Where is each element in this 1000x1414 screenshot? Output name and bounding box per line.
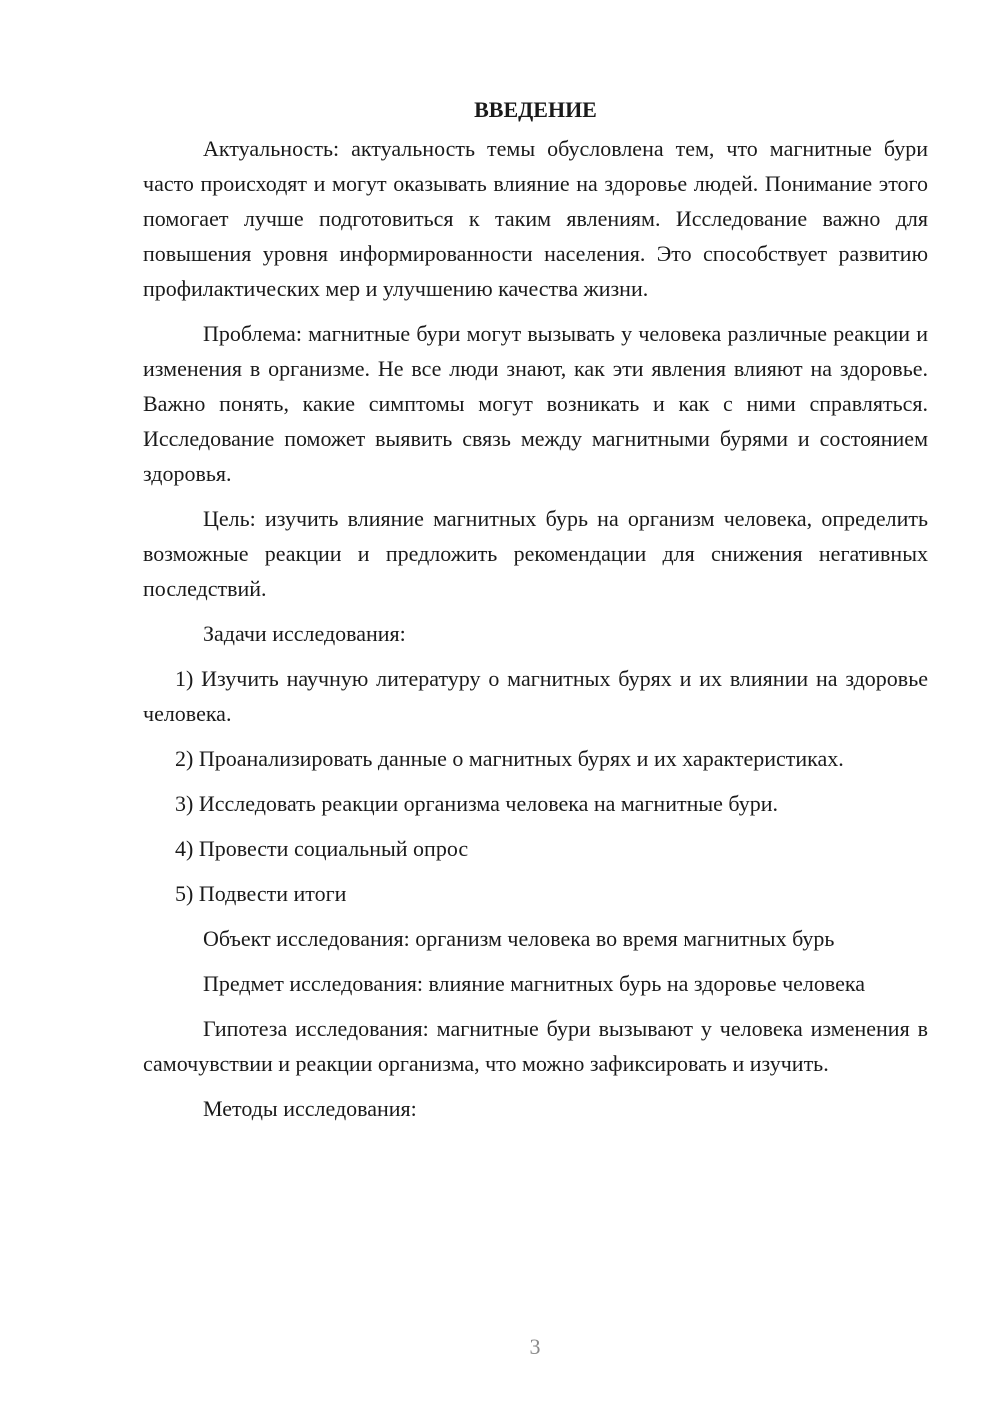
tasks-list: [143, 661, 928, 911]
goal-paragraph: Цель: изучить влияние магнитных бурь на организм человека, определить возможные реакции и предложить рекомендации для снижения негативных последствий.: [143, 506, 928, 601]
page-title: ВВЕДЕНИЕ: [474, 97, 597, 122]
list-item: 5) Подвести итоги: [175, 881, 347, 906]
list-item: 4) Провести социальный опрос: [175, 836, 469, 861]
relevance-paragraph: Актуальность: актуальность темы обусловлена тем, что магнитные бури часто происходят и могут оказывать влияние на здоровье людей. Понимание этого помогает лучше подготовиться к таким явлениям. Исследование важно для повышения уровня информированности населения. Это способствует развитию профилактических мер и улучшению качества жизни.: [143, 136, 928, 301]
problem-paragraph: Проблема: магнитные бури могут вызывать у человека различные реакции и изменения в организме. Не все люди знают, как эти явления влияют на здоровье. Важно понять, какие симптомы могут возникать и как с ними справляться. Исследование поможет выявить связь между магнитными бурями и состоянием здоровья.: [143, 321, 928, 486]
tasks-heading: Задачи исследования:: [203, 621, 406, 646]
page-number: 3: [529, 1334, 541, 1359]
methods-heading: Методы исследования:: [203, 1096, 417, 1121]
hypothesis-paragraph: Гипотеза исследования: магнитные бури вызывают у человека изменения в самочувствии и реакции организма, что можно зафиксировать и изучить.: [143, 1016, 928, 1076]
list-item: 1) Изучить научную литературу о магнитных бурях и их влиянии на здоровье человека.: [143, 666, 928, 726]
list-item: 3) Исследовать реакции организма человека на магнитные бури.: [175, 791, 779, 816]
document-page: [143, 92, 928, 1136]
subject-paragraph: Предмет исследования: влияние магнитных бурь на здоровье человека: [203, 971, 866, 996]
object-paragraph: Объект исследования: организм человека во время магнитных бурь: [203, 926, 835, 951]
list-item: 2) Проанализировать данные о магнитных бурях и их характеристиках.: [175, 746, 844, 771]
